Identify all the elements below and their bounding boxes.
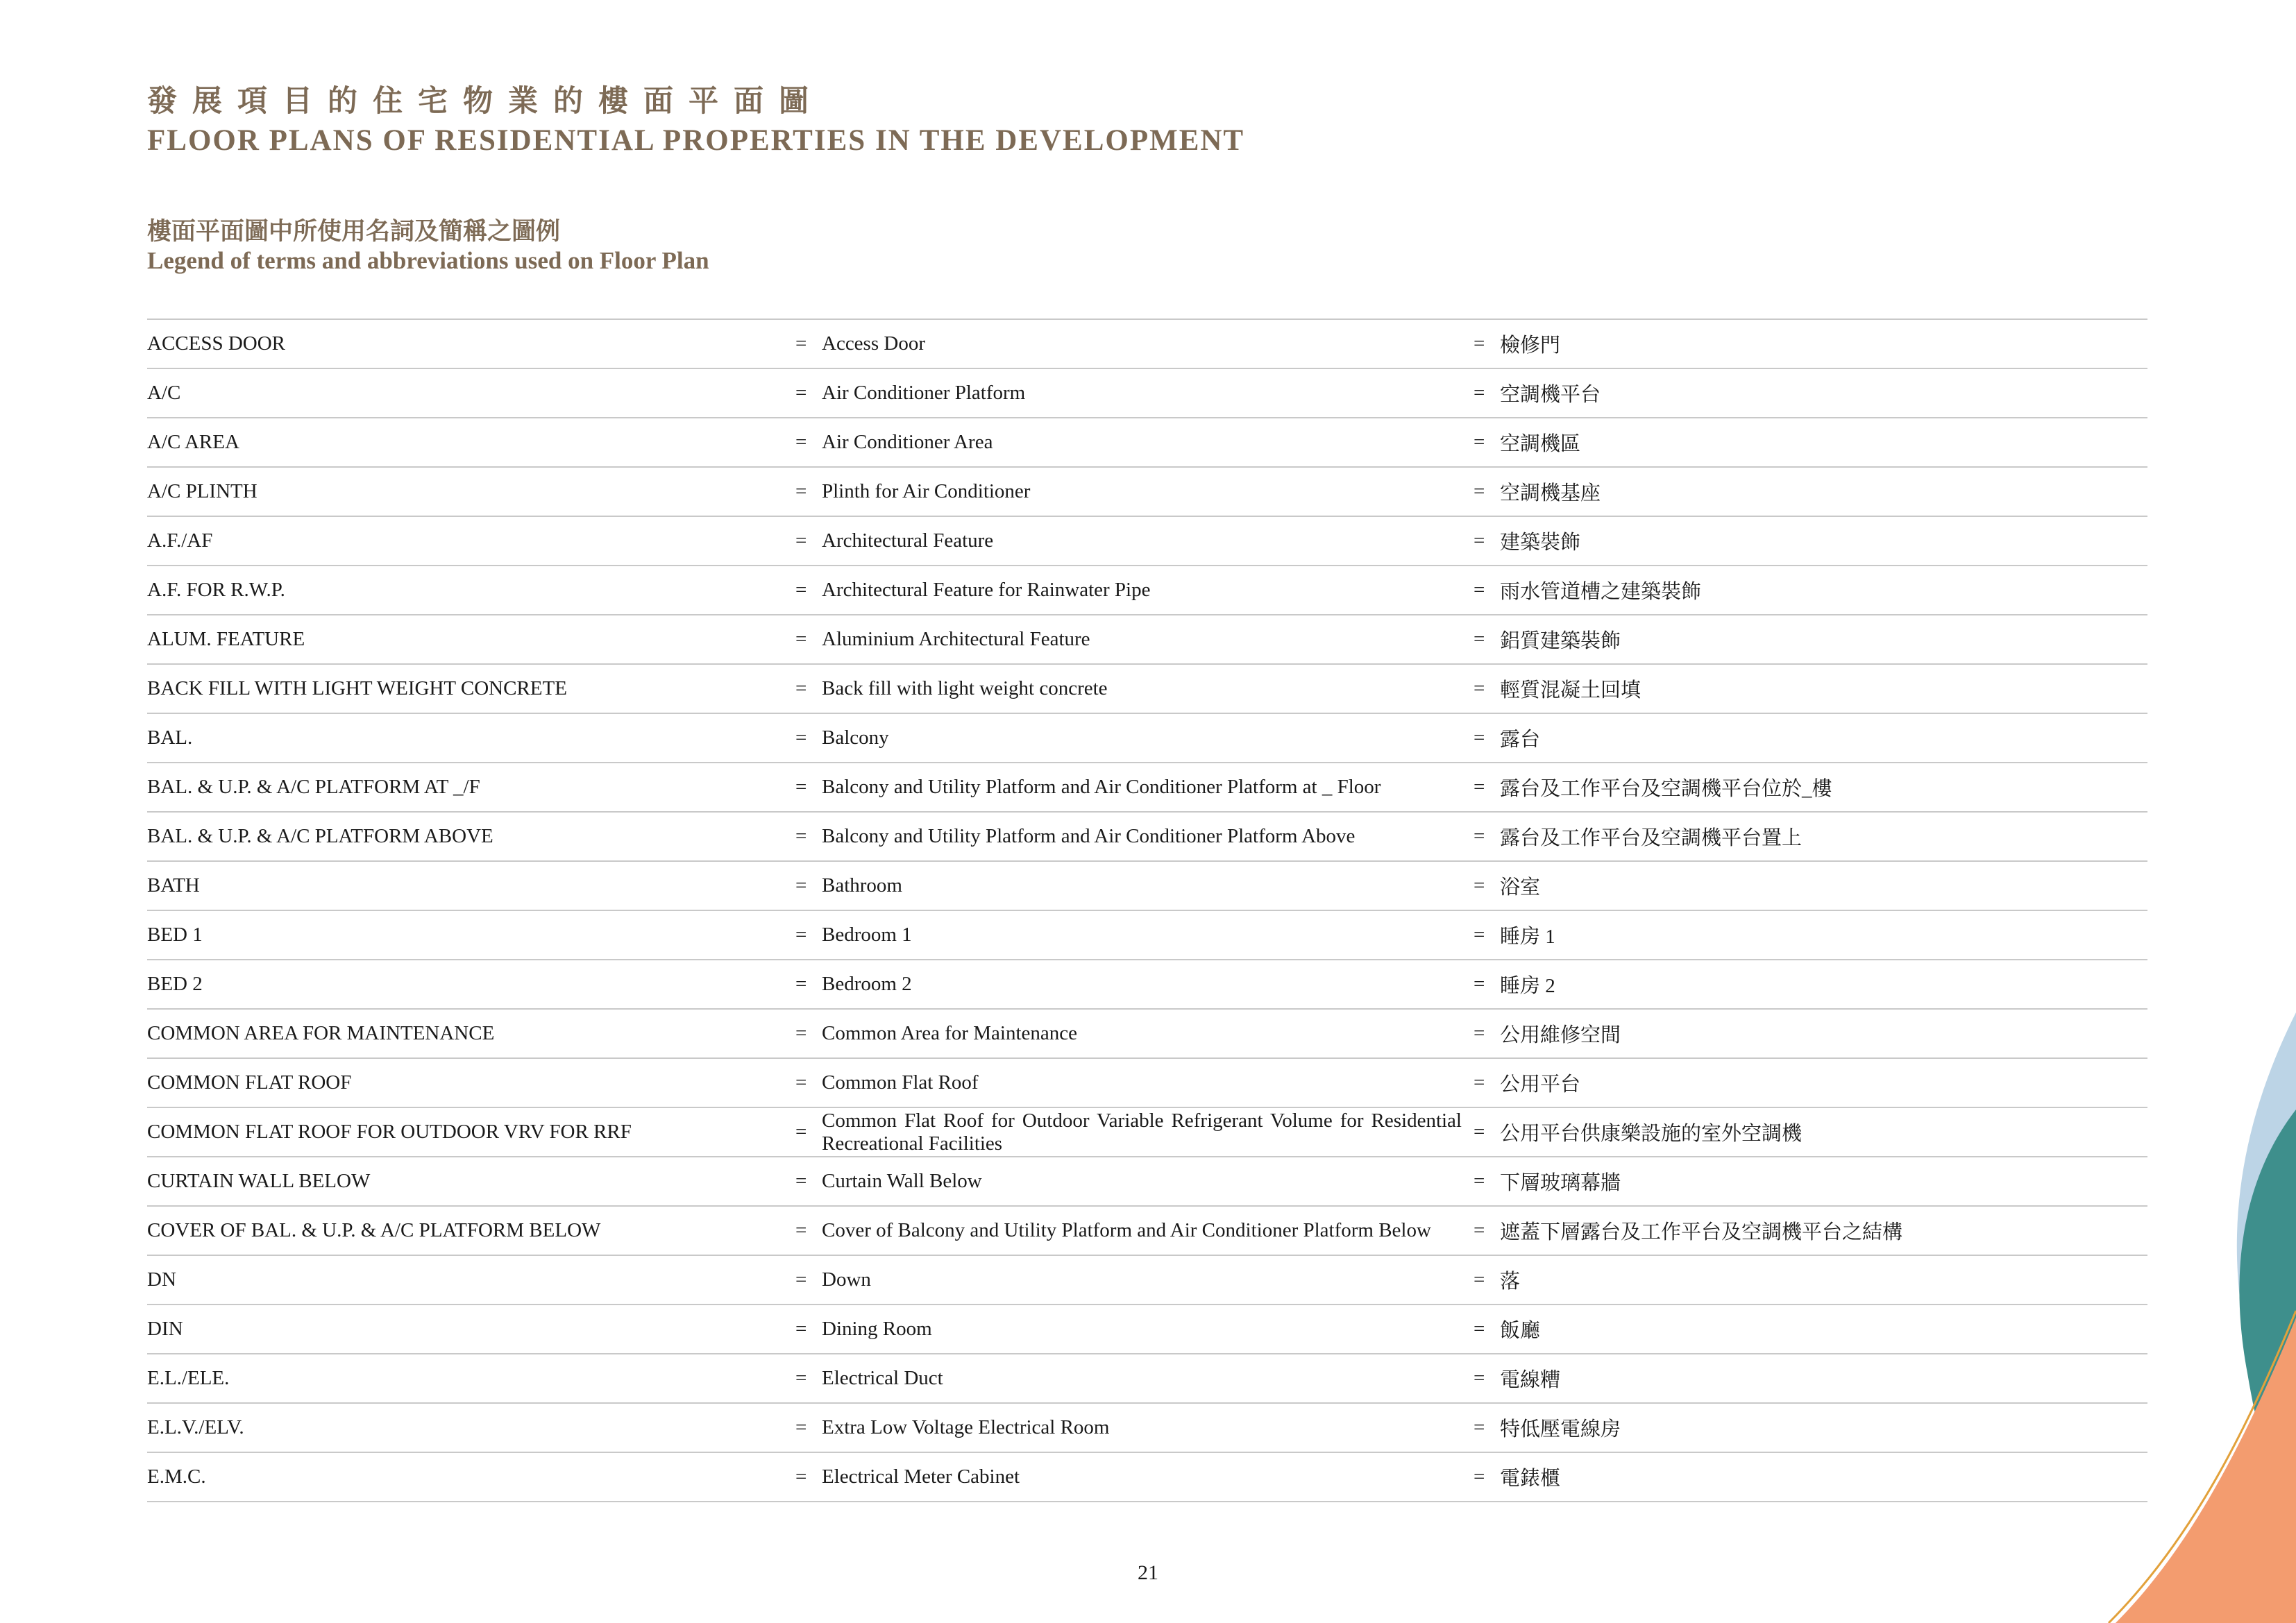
legend-english-term: Electrical Meter Cabinet <box>822 1465 1020 1488</box>
legend-abbreviation: BACK FILL WITH LIGHT WEIGHT CONCRETE <box>147 677 567 699</box>
equals-sign: = <box>1474 1465 1485 1488</box>
equals-sign: = <box>1474 382 1485 404</box>
legend-chinese-term: 空調機平台 <box>1500 384 1601 406</box>
legend-english-term: Bathroom <box>822 874 902 897</box>
equals-sign: = <box>1474 1268 1485 1291</box>
legend-chinese-cell <box>1474 911 2133 959</box>
legend-chinese-cell <box>1474 615 2133 663</box>
legend-english-term: Architectural Feature for Rainwater Pipe <box>822 579 1151 601</box>
legend-row <box>147 369 2147 418</box>
legend-english-term: Balcony and Utility Platform and Air Conditioner Platform at _ Floor <box>822 776 1381 798</box>
legend-chinese-term: 鋁質建築裝飾 <box>1500 630 1621 652</box>
legend-abbreviation: E.L.V./ELV. <box>147 1416 244 1438</box>
legend-abbreviation: BAL. & U.P. & A/C PLATFORM AT _/F <box>147 776 480 798</box>
equals-sign: = <box>1474 924 1485 946</box>
legend-chinese-term: 公用平台 <box>1500 1073 1581 1096</box>
legend-row <box>147 468 2147 517</box>
legend-row <box>147 1059 2147 1108</box>
equals-sign: = <box>1474 1416 1485 1438</box>
legend-chinese-cell <box>1474 566 2133 614</box>
legend-chinese-term: 露台及工作平台及空調機平台置上 <box>1500 827 1803 849</box>
legend-abbreviation: ALUM. FEATURE <box>147 628 305 650</box>
legend-abbreviation: A/C PLINTH <box>147 480 258 502</box>
legend-row <box>147 320 2147 369</box>
equals-sign: = <box>795 1071 807 1094</box>
legend-chinese-cell <box>1474 418 2133 466</box>
legend-abbreviation: DN <box>147 1268 176 1291</box>
legend-row <box>147 418 2147 468</box>
legend-chinese-term: 空調機區 <box>1500 433 1581 455</box>
legend-english-term: Dining Room <box>822 1318 932 1340</box>
equals-sign: = <box>795 1170 807 1192</box>
legend-english-term: Down <box>822 1268 871 1291</box>
legend-chinese-term: 睡房 1 <box>1500 926 1555 948</box>
equals-sign: = <box>795 382 807 404</box>
equals-sign: = <box>1474 1318 1485 1340</box>
legend-english-term: Access Door <box>822 332 925 355</box>
legend-abbreviation: BAL. & U.P. & A/C PLATFORM ABOVE <box>147 825 493 847</box>
equals-sign: = <box>795 332 807 355</box>
equals-sign: = <box>795 529 807 552</box>
legend-abbreviation: ACCESS DOOR <box>147 332 286 355</box>
legend-row <box>147 615 2147 665</box>
legend-abbreviation: E.L./ELE. <box>147 1367 230 1389</box>
equals-sign: = <box>1474 874 1485 897</box>
equals-sign: = <box>1474 1121 1485 1143</box>
legend-english-term: Back fill with light weight concrete <box>822 677 1108 699</box>
equals-sign: = <box>795 776 807 798</box>
legend-chinese-cell <box>1474 763 2133 811</box>
legend-chinese-cell <box>1474 517 2133 565</box>
legend-english-term: Air Conditioner Area <box>822 431 993 453</box>
legend-row <box>147 1404 2147 1453</box>
legend-chinese-term: 建築裝飾 <box>1500 532 1581 554</box>
legend-chinese-cell <box>1474 714 2133 762</box>
equals-sign: = <box>1474 480 1485 502</box>
equals-sign: = <box>1474 1071 1485 1094</box>
legend-abbreviation: COMMON FLAT ROOF <box>147 1071 352 1094</box>
legend-row <box>147 665 2147 714</box>
legend-abbreviation: A/C <box>147 382 181 404</box>
legend-english-term: Balcony and Utility Platform and Air Conditioner Platform Above <box>822 825 1356 847</box>
legend-english-term: Electrical Duct <box>822 1367 943 1389</box>
legend-row <box>147 517 2147 566</box>
legend-chinese-term: 電線糟 <box>1500 1369 1561 1391</box>
equals-sign: = <box>795 1367 807 1389</box>
legend-english-term: Balcony <box>822 726 889 749</box>
equals-sign: = <box>1474 1219 1485 1241</box>
decorative-wave-graphic <box>2018 1012 2296 1623</box>
legend-english-term: Cover of Balcony and Utility Platform and Air Conditioner Platform Below <box>822 1219 1431 1241</box>
legend-english-term: Common Flat Roof for Outdoor Variable Refrigerant Volume for Residential Recreational Facilities <box>822 1109 1462 1155</box>
equals-sign: = <box>1474 677 1485 699</box>
legend-chinese-cell <box>1474 468 2133 516</box>
equals-sign: = <box>795 825 807 847</box>
equals-sign: = <box>795 579 807 601</box>
equals-sign: = <box>795 1268 807 1291</box>
legend-english-term: Plinth for Air Conditioner <box>822 480 1031 502</box>
equals-sign: = <box>1474 529 1485 552</box>
equals-sign: = <box>795 480 807 502</box>
equals-sign: = <box>1474 776 1485 798</box>
legend-english-term: Architectural Feature <box>822 529 994 552</box>
page-title-zh: 發展項目的住宅物業的樓面平面圖 <box>147 85 824 118</box>
legend-abbreviation: BED 1 <box>147 924 203 946</box>
legend-abbreviation: A/C AREA <box>147 431 239 453</box>
equals-sign: = <box>1474 825 1485 847</box>
equals-sign: = <box>1474 973 1485 995</box>
legend-english-term: Common Flat Roof <box>822 1071 979 1094</box>
legend-chinese-term: 空調機基座 <box>1500 482 1601 504</box>
legend-abbreviation: BAL. <box>147 726 193 749</box>
legend-chinese-term: 露台及工作平台及空調機平台位於_樓 <box>1500 778 1832 800</box>
legend-chinese-term: 露台 <box>1500 729 1541 751</box>
legend-row <box>147 960 2147 1010</box>
equals-sign: = <box>1474 1367 1485 1389</box>
legend-chinese-term: 檢修門 <box>1500 334 1561 357</box>
legend-row <box>147 1157 2147 1207</box>
equals-sign: = <box>795 973 807 995</box>
page-title-en: FLOOR PLANS OF RESIDENTIAL PROPERTIES IN THE DEVELOPMENT <box>147 124 1245 157</box>
legend-row <box>147 1305 2147 1354</box>
legend-abbreviation: A.F. FOR R.W.P. <box>147 579 285 601</box>
legend-english-term: Bedroom 2 <box>822 973 912 995</box>
legend-chinese-term: 特低壓電線房 <box>1500 1418 1621 1441</box>
equals-sign: = <box>795 1465 807 1488</box>
legend-chinese-term: 飯廳 <box>1500 1320 1541 1342</box>
legend-chinese-cell <box>1474 369 2133 417</box>
page-number: 21 <box>1138 1561 1158 1584</box>
legend-chinese-cell <box>1474 320 2133 368</box>
legend-table <box>147 318 2147 1502</box>
equals-sign: = <box>1474 431 1485 453</box>
legend-chinese-cell <box>1474 862 2133 910</box>
legend-english-term: Aluminium Architectural Feature <box>822 628 1090 650</box>
legend-row <box>147 566 2147 615</box>
legend-english-term: Air Conditioner Platform <box>822 382 1026 404</box>
equals-sign: = <box>1474 579 1485 601</box>
equals-sign: = <box>795 1121 807 1143</box>
legend-abbreviation: BATH <box>147 874 200 897</box>
legend-english-term: Bedroom 1 <box>822 924 912 946</box>
legend-chinese-term: 電錶櫃 <box>1500 1468 1561 1490</box>
legend-row <box>147 714 2147 763</box>
legend-abbreviation: A.F./AF <box>147 529 213 552</box>
legend-row <box>147 1207 2147 1256</box>
equals-sign: = <box>795 1416 807 1438</box>
equals-sign: = <box>795 1022 807 1044</box>
legend-chinese-term: 浴室 <box>1500 876 1541 899</box>
legend-chinese-term: 遮蓋下層露台及工作平台及空調機平台之結構 <box>1500 1221 1903 1243</box>
equals-sign: = <box>1474 332 1485 355</box>
equals-sign: = <box>795 1219 807 1241</box>
legend-row <box>147 813 2147 862</box>
legend-row <box>147 862 2147 911</box>
legend-abbreviation: COVER OF BAL. & U.P. & A/C PLATFORM BELOW <box>147 1219 601 1241</box>
equals-sign: = <box>1474 726 1485 749</box>
legend-english-term: Curtain Wall Below <box>822 1170 982 1192</box>
legend-title-en: Legend of terms and abbreviations used on Floor Plan <box>147 247 709 274</box>
legend-abbreviation: CURTAIN WALL BELOW <box>147 1170 371 1192</box>
equals-sign: = <box>795 431 807 453</box>
legend-row <box>147 1453 2147 1502</box>
legend-english-term: Extra Low Voltage Electrical Room <box>822 1416 1110 1438</box>
legend-abbreviation: E.M.C. <box>147 1465 206 1488</box>
legend-chinese-cell <box>1474 665 2133 713</box>
legend-chinese-cell <box>1474 960 2133 1008</box>
equals-sign: = <box>795 874 807 897</box>
legend-title-zh: 樓面平面圖中所使用名詞及簡稱之圖例 <box>147 218 561 245</box>
equals-sign: = <box>795 726 807 749</box>
equals-sign: = <box>795 628 807 650</box>
legend-row <box>147 911 2147 960</box>
legend-chinese-cell <box>1474 813 2133 860</box>
legend-chinese-term: 公用維修空間 <box>1500 1024 1621 1046</box>
legend-abbreviation: BED 2 <box>147 973 203 995</box>
legend-abbreviation: COMMON AREA FOR MAINTENANCE <box>147 1022 495 1044</box>
legend-chinese-term: 下層玻璃幕牆 <box>1500 1172 1621 1194</box>
equals-sign: = <box>1474 1170 1485 1192</box>
equals-sign: = <box>795 924 807 946</box>
equals-sign: = <box>795 677 807 699</box>
legend-row <box>147 1010 2147 1059</box>
legend-row <box>147 1256 2147 1305</box>
legend-chinese-term: 輕質混凝土回填 <box>1500 679 1641 702</box>
legend-abbreviation: DIN <box>147 1318 183 1340</box>
legend-english-term: Common Area for Maintenance <box>822 1022 1078 1044</box>
legend-chinese-term: 落 <box>1500 1271 1521 1293</box>
legend-chinese-term: 公用平台供康樂設施的室外空調機 <box>1500 1123 1803 1145</box>
equals-sign: = <box>1474 1022 1485 1044</box>
legend-abbreviation: COMMON FLAT ROOF FOR OUTDOOR VRV FOR RRF <box>147 1121 632 1143</box>
equals-sign: = <box>1474 628 1485 650</box>
legend-chinese-term: 雨水管道槽之建築裝飾 <box>1500 581 1702 603</box>
legend-row <box>147 1108 2147 1157</box>
legend-chinese-term: 睡房 2 <box>1500 975 1555 997</box>
legend-row <box>147 763 2147 813</box>
equals-sign: = <box>795 1318 807 1340</box>
legend-row <box>147 1354 2147 1404</box>
